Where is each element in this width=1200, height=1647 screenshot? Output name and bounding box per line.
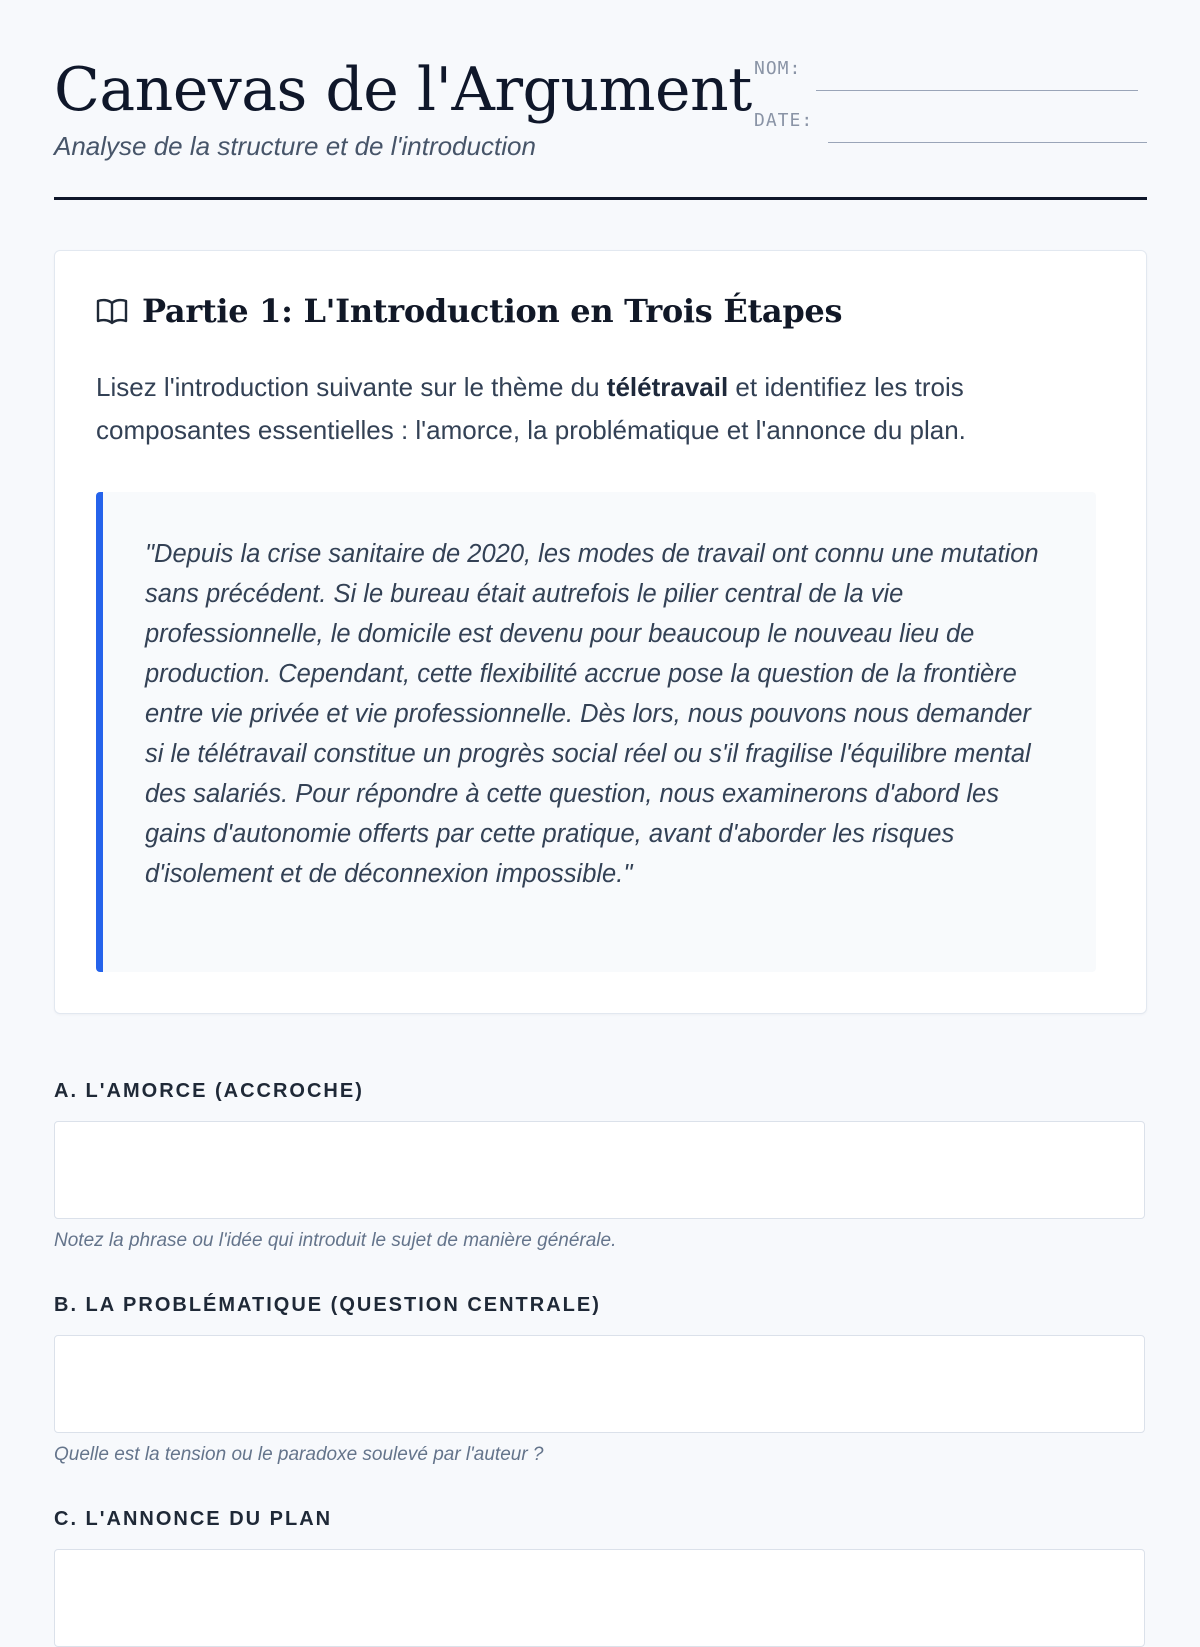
section-a-hint: Notez la phrase ou l'idée qui introduit le sujet de manière générale. — [54, 1230, 617, 1251]
instructions-start: Lisez l'introduction suivante sur le thème du — [96, 372, 607, 402]
name-field[interactable] — [816, 90, 1138, 91]
date-label: DATE: — [754, 110, 814, 131]
date-row — [754, 110, 1147, 162]
instructions — [96, 366, 1096, 452]
section-c-label: C. L'ANNONCE DU PLAN — [54, 1508, 333, 1530]
quote-text: "Depuis la crise sanitaire de 2020, les modes de travail ont connu une mutation sans précédent. Si le bureau était autrefois le pilier central de la vie professionnelle, le domicile est devenu pour beaucoup le nouveau lieu de production. Cependant, cette flexibilité accrue pose la question de la frontière entre vie privée et vie professionnelle. Dès lors, nous pouvons nous demander si le télétravail constitue un progrès social réel ou s'il fragilise l'équilibre mental des salariés. Pour répondre à cette question, nous examinerons d'abord les gains d'autonomie offerts par cette pratique, avant d'aborder les risques d'isolement et de déconnexion impossible." — [145, 540, 1039, 888]
section-b-answer-box[interactable] — [54, 1335, 1145, 1433]
student-info — [754, 58, 1147, 162]
section-b-label: B. LA PROBLÉMATIQUE (QUESTION CENTRALE) — [54, 1294, 601, 1316]
book-open-icon — [96, 296, 128, 326]
section-a-label: A. L'AMORCE (ACCROCHE) — [54, 1080, 364, 1102]
page-title: Canevas de l'Argument — [54, 55, 752, 125]
worksheet-page — [54, 0, 1147, 1530]
name-row — [754, 58, 1147, 110]
part1-heading — [96, 292, 842, 330]
date-field[interactable] — [828, 142, 1147, 143]
introduction-quote — [96, 492, 1096, 972]
page-subtitle: Analyse de la structure et de l'introduction — [54, 131, 536, 161]
part1-title: Partie 1: L'Introduction en Trois Étapes — [142, 292, 843, 330]
topic-keyword: télétravail — [606, 372, 729, 402]
instructions-end: et identifiez les trois composantes essentielles : l'amorce, la problématique et l'annonce du plan. — [96, 372, 966, 445]
section-c-answer-box[interactable] — [54, 1549, 1145, 1647]
section-b-hint: Quelle est la tension ou le paradoxe soulevé par l'auteur ? — [54, 1444, 544, 1465]
name-label: NOM: — [754, 58, 802, 79]
header — [54, 0, 1147, 200]
section-a-answer-box[interactable] — [54, 1121, 1145, 1219]
